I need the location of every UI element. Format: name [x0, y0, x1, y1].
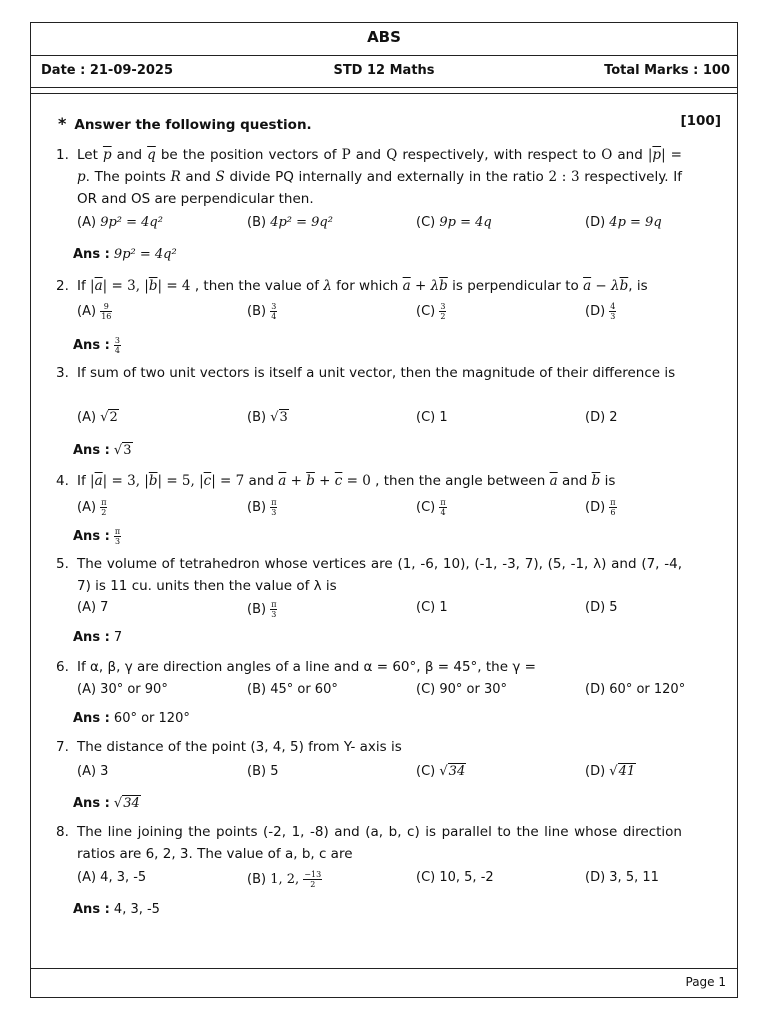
footer-rule — [31, 968, 737, 969]
option-a: (A) √2 — [77, 410, 118, 425]
option-a: (A) 4, 3, -5 — [77, 870, 147, 885]
option-d: (D) 5 — [585, 600, 618, 615]
header-rule-top — [31, 55, 737, 56]
section-instruction: Answer the following question. — [74, 117, 312, 133]
option-a: (A) $\frac{9}{16}$ — [77, 302, 112, 321]
option-c: (C) $\frac{3}{2}$ — [416, 302, 446, 321]
question-number: 6. — [56, 659, 69, 675]
option-b: (B) $\frac{\pi}{3}$ — [247, 498, 277, 517]
question-text: Let $\overline{p}$ and $\overline{q}$ be the position vectors of P and Q respectively, with respect to O and $|\overline{p}| = p$. The points R and S divide PQ internally and externally in the ratio 2 : 3 respectively. If OR and OS are perpendicular then. — [77, 147, 683, 207]
question-text: If $|\overline{a}| = 3$, $|\overline{b}| = 4$ , then the value of λ for which $\overline{a} + \lambda\overline{b}$ is perpendicular to $\overline{a} - \lambda\overline{b}$, is — [77, 278, 648, 294]
option-c: (C) 10, 5, -2 — [416, 870, 494, 885]
option-b: (B) $\frac{\pi}{3}$ — [247, 600, 277, 619]
question-text: The line joining the points (-2, 1, -8) and (a, b, c) is parallel to the line whose direction ratios are 6, 2, 3. The value of a, b, c are — [77, 824, 682, 862]
option-a: (A) 30° or 90° — [77, 682, 168, 697]
exam-date: Date : 21-09-2025 — [41, 63, 173, 78]
answer-2: Ans : $\frac{3}{4}$ — [73, 336, 121, 355]
exam-subject: STD 12 Maths — [333, 63, 435, 78]
total-marks: Total Marks : 100 — [604, 63, 730, 78]
question-number: 5. — [56, 556, 69, 572]
option-c: (C) 90° or 30° — [416, 682, 507, 697]
question-text: If α, β, γ are direction angles of a line and α = 60°, β = 45°, the γ = — [77, 659, 536, 675]
question-8 — [56, 821, 682, 865]
option-c: (C) √34 — [416, 764, 466, 779]
option-b: (B) $\frac{3}{4}$ — [247, 302, 277, 321]
question-text: The distance of the point (3, 4, 5) from Y- axis is — [77, 739, 402, 755]
option-c: (C) $\frac{\pi}{4}$ — [416, 498, 446, 517]
question-5 — [56, 553, 682, 597]
answer-6: Ans : 60° or 120° — [73, 711, 190, 726]
question-3 — [56, 362, 682, 384]
answer-4: Ans : $\frac{\pi}{3}$ — [73, 527, 121, 546]
question-2 — [56, 275, 682, 297]
answer-7: Ans : √34 — [73, 796, 140, 811]
answer-5: Ans : 7 — [73, 630, 123, 645]
option-c: (C) 1 — [416, 600, 448, 615]
question-4 — [56, 470, 682, 492]
question-number: 3. — [56, 365, 69, 381]
question-number: 7. — [56, 739, 69, 755]
question-7 — [56, 736, 682, 758]
question-number: 2. — [56, 278, 69, 294]
answer-8: Ans : 4, 3, -5 — [73, 902, 160, 917]
question-text: If sum of two unit vectors is itself a unit vector, then the magnitude of their difference is — [77, 365, 676, 381]
question-text: The volume of tetrahedron whose vertices are (1, -6, 10), (-1, -3, 7), (5, -1, λ) and (7, -4, 7) is 11 cu. units then the value of λ is — [77, 556, 682, 594]
option-a: (A) $\frac{\pi}{2}$ — [77, 498, 107, 517]
option-b: (B) 1, 2, $\frac{-13}{2}$ — [247, 870, 322, 889]
star-icon: * — [58, 114, 67, 133]
question-number: 1. — [56, 147, 69, 163]
option-c: (C) 1 — [416, 410, 448, 425]
option-d: (D) 3, 5, 11 — [585, 870, 659, 885]
option-d: (D) √41 — [585, 764, 636, 779]
option-d: (D) 60° or 120° — [585, 682, 686, 697]
option-a: (A) 7 — [77, 600, 109, 615]
option-d: (D) $\frac{4}{3}$ — [585, 302, 616, 321]
option-b: (B) √3 — [247, 410, 288, 425]
question-6 — [56, 656, 682, 678]
section-marks: [100] — [680, 113, 721, 129]
header-rule-1 — [31, 87, 737, 88]
option-b: (B) 4p² = 9q² — [247, 215, 333, 230]
option-d: (D) 4p = 9q — [585, 215, 662, 230]
question-text: If $|\overline{a}| = 3$, $|\overline{b}| = 5$, $|\overline{c}| = 7$ and $\overline{a} + \overline{b} + \overline{c} = 0$ , then the angle between $\overline{a}$ and $\overline{b}$ is — [77, 473, 616, 489]
answer-3: Ans : √3 — [73, 443, 132, 458]
page-number: Page 1 — [685, 975, 726, 989]
option-a: (A) 9p² = 4q² — [77, 215, 163, 230]
option-d: (D) 2 — [585, 410, 618, 425]
question-number: 8. — [56, 824, 69, 840]
document-title: ABS — [367, 28, 401, 46]
option-d: (D) $\frac{\pi}{6}$ — [585, 498, 616, 517]
section-heading — [58, 114, 312, 133]
option-c: (C) 9p = 4q — [416, 215, 492, 230]
question-number: 4. — [56, 473, 69, 489]
option-b: (B) 5 — [247, 764, 279, 779]
option-a: (A) 3 — [77, 764, 109, 779]
option-b: (B) 45° or 60° — [247, 682, 338, 697]
header-rule-2 — [31, 93, 737, 94]
answer-1: Ans : 9p² = 4q² — [73, 247, 177, 262]
question-1 — [56, 144, 682, 210]
